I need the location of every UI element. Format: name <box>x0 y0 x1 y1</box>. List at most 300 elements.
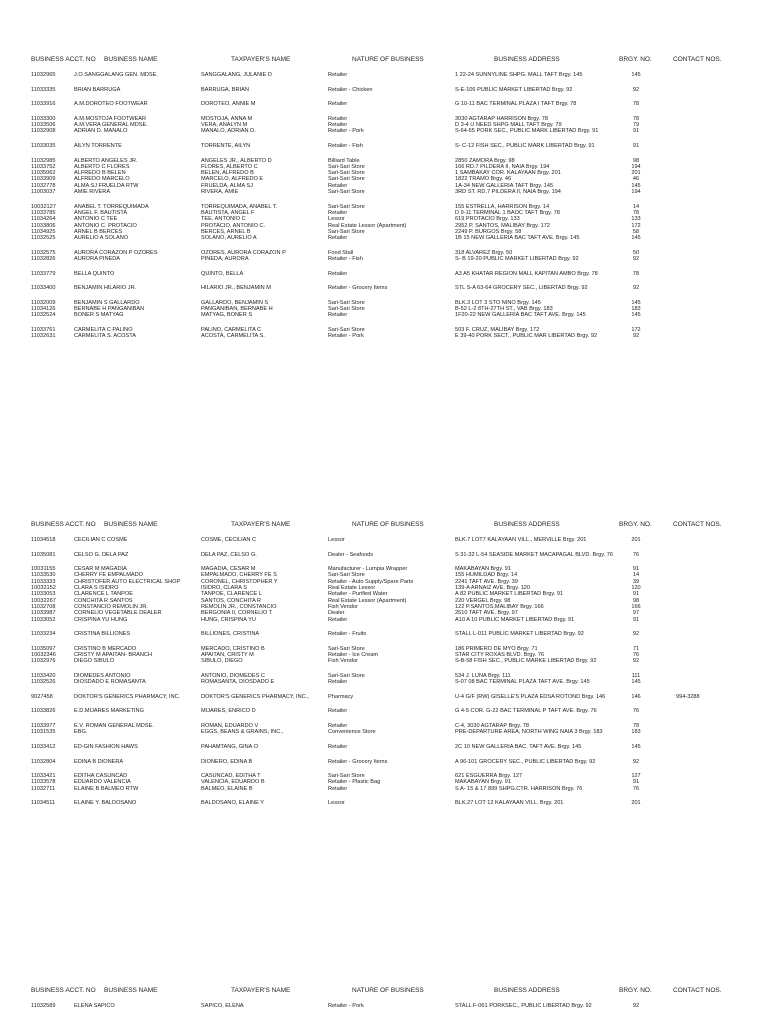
business-address: 155 ESTRELLA, HARRISON Brgy. 14 <box>455 203 550 210</box>
brgy-no: 127 <box>631 773 641 780</box>
taxpayer-name: CORONEL, CHRISTOPHER Y <box>201 578 278 585</box>
business-address: 3RD ST. RD.7 PILDERA II, NAIA Brgy. 194 <box>455 189 561 196</box>
taxpayer-name: SANTOS, CONCHITA R <box>201 597 262 604</box>
acct-no: 11032908 <box>31 128 56 135</box>
business-address: STAR CITY ROXAS BLVD. Brgy. 76 <box>455 652 545 659</box>
acct-no: 11033333 <box>31 578 56 585</box>
acct-no: 10031155 <box>31 566 56 573</box>
brgy-no: 71 <box>632 645 640 652</box>
acct-no: 9027458 <box>31 693 53 700</box>
business-name: EDINA B DIONERA <box>74 758 124 765</box>
brgy-no: 76 <box>632 785 640 792</box>
business-address: PRE-DEPARTURE AREA, NORTH WING NAIA 3 Brgy. 183 <box>455 729 603 736</box>
brgy-no: 78 <box>632 270 640 277</box>
brgy-no: 145 <box>631 312 641 319</box>
business-address: G 4-5 COR. G-22 BAC TERMINAL P TAFT AVE. Brgy. 76 <box>455 708 597 715</box>
business-name: BONER S MATYAG <box>74 312 124 319</box>
taxpayer-name: REMOLIN JR., CONSTANCIO <box>201 603 277 610</box>
business-address: D 9-11 TERMINAL 1 BAOC TAFT Brgy. 78 <box>455 209 560 216</box>
acct-no: 11033234 <box>31 631 56 638</box>
business-name: CELSO G. DELA PAZ <box>74 551 129 558</box>
nature-of-business: Retailer - Pork <box>328 128 364 135</box>
header-brgy: BRGY. NO. <box>619 56 652 63</box>
business-address: 2952 P. SANTOS, MALIBAY Brgy. 172 <box>455 222 550 229</box>
header-nature: NATURE OF BUSINESS <box>352 56 424 63</box>
brgy-no: 91 <box>632 566 640 573</box>
business-address: 1 22-24 SUNNYLINE SHPG. MALL TAFT Brgy. 145 <box>455 72 583 78</box>
business-address: 2241 TAFT AVE. Brgy. 39 <box>455 578 518 585</box>
business-name: BENJAMIN S GALLARDO <box>74 299 140 306</box>
column-header-row <box>0 521 768 537</box>
nature-of-business: Retailer - Ice Cream <box>328 652 379 659</box>
table-body <box>0 72 768 346</box>
acct-no: 11033761 <box>31 326 56 333</box>
business-address: S- C-12 FISH SEC., PUBLIC MARK LIBERTAD Brgy. 91 <box>455 142 595 149</box>
business-name: ANGEL F. BAUTISTA <box>74 209 128 216</box>
table-row <box>0 786 768 799</box>
nature-of-business: Sari-Sari Store <box>328 170 365 177</box>
business-name: CHERRY FE EMPALMADO <box>74 572 144 579</box>
business-address: 1F20-22 NEW GALLERIA BAC TAFT AVE. Brgy. 145 <box>455 312 586 319</box>
table-row <box>0 189 768 202</box>
nature-of-business: Retailer <box>328 708 348 715</box>
acct-no: 11032826 <box>31 256 56 263</box>
taxpayer-name: DOROTEO, ANNIE M <box>201 101 256 108</box>
nature-of-business: Sari-Sari Store <box>328 163 365 170</box>
taxpayer-name: MARCELO, ALFREDO E <box>201 176 264 183</box>
brgy-no: 97 <box>632 610 640 617</box>
business-name: J.O.SANGGALANG GEN. MDSE. <box>74 72 158 78</box>
taxpayer-name: COSME, CECILIAN C <box>201 537 257 543</box>
acct-no: 11034511 <box>31 800 56 807</box>
brgy-no: 76 <box>632 652 640 659</box>
taxpayer-name: ACOSTA, CARMELITA S. <box>201 333 265 340</box>
nature-of-business: Food Stall <box>328 249 354 256</box>
header-acct: BUSINESS ACCT. NO <box>31 56 96 63</box>
brgy-no: 145 <box>631 679 641 686</box>
nature-of-business: Billiard Table <box>328 157 360 164</box>
acct-no: 11032525 <box>31 235 56 242</box>
business-name: DIEGO SIBULO <box>74 658 115 665</box>
business-name: ALFREDO MARCELO <box>74 176 130 183</box>
taxpayer-name: TORRENTE, AILYN <box>201 142 251 149</box>
nature-of-business: Retailer <box>328 679 348 686</box>
nature-of-business: Sari-Sari Store <box>328 203 365 210</box>
taxpayer-name: FLORES, ALBERTO C <box>201 163 258 170</box>
brgy-no: 92 <box>632 285 640 292</box>
business-name: CRISPINA YU HUNG <box>74 616 128 623</box>
nature-of-business: Retailer - Fish <box>328 256 363 263</box>
table-row <box>0 658 768 671</box>
acct-no: 10032152 <box>31 585 56 592</box>
business-name: CRISTINA BILLIONES <box>74 631 131 638</box>
header-acct: BUSINESS ACCT. NO <box>31 987 96 994</box>
brgy-no: 133 <box>631 216 641 223</box>
taxpayer-name: BALMEO, ELAINE B <box>201 785 253 792</box>
table-row <box>0 537 768 550</box>
header-taxpayer: TAXPAYER'S NAME <box>231 521 291 528</box>
acct-no: 11033421 <box>31 773 56 780</box>
taxpayer-name: EMPALMADO, CHERRY FE S <box>201 572 277 579</box>
business-name: DOKTOR'S GENERICS PHARMACY, INC. <box>74 693 181 700</box>
brgy-no: 172 <box>631 326 641 333</box>
nature-of-business: Lessor <box>328 216 345 223</box>
nature-of-business: Sari-Sari Store <box>328 176 365 183</box>
nature-of-business: Manufacturer - Lumpia Wrapper <box>328 566 408 573</box>
nature-of-business: Lessor <box>328 537 345 543</box>
business-name: ED-GIN FASHION HAWS <box>74 743 138 750</box>
business-name: E.D.MIJARES MARKETING <box>74 708 144 715</box>
nature-of-business: Retailer - Grocery Items <box>328 758 388 765</box>
nature-of-business: Sari-Sari Store <box>328 299 365 306</box>
table-row <box>0 235 768 248</box>
business-name: CRISTINO B MERCADO <box>74 645 137 652</box>
taxpayer-name: TEE, ANTONIO C <box>201 216 246 223</box>
brgy-no: 183 <box>631 729 641 736</box>
nature-of-business: Retailer <box>328 616 348 623</box>
brgy-no: 166 <box>631 603 641 610</box>
acct-no: 11033530 <box>31 572 56 579</box>
nature-of-business: Fish Vendor <box>328 658 358 665</box>
nature-of-business: Pharmacy <box>328 693 354 700</box>
business-name: BERNABE H PANGANIBAN <box>74 306 145 313</box>
nature-of-business: Retailer <box>328 182 348 189</box>
header-business-name: BUSINESS NAME <box>104 987 158 994</box>
acct-no: 11033053 <box>31 591 56 598</box>
taxpayer-name: PANGANIBAN, BERNABE H <box>201 306 273 313</box>
nature-of-business: Sari-Sari Store <box>328 326 365 333</box>
business-name: CLARA S ISIDRO <box>74 585 119 592</box>
table-row <box>0 729 768 742</box>
business-name: A.M.MOSTOJA FOOTWEAR <box>74 115 146 122</box>
table-row <box>0 694 768 707</box>
acct-no: 11033506 <box>31 122 56 129</box>
acct-no: 11032575 <box>31 249 56 256</box>
nature-of-business: Sari-Sari Store <box>328 306 365 313</box>
business-name: AURORA CORAZON P OZORES <box>74 249 158 256</box>
header-contact: CONTACT NOS. <box>673 521 722 528</box>
business-name: BRIAN BARRUGA <box>74 86 121 93</box>
acct-no: 11032589 <box>31 1003 56 1009</box>
header-contact: CONTACT NOS. <box>673 987 722 994</box>
header-acct: BUSINESS ACCT. NO <box>31 521 96 528</box>
nature-of-business: Retailer <box>328 723 348 730</box>
brgy-no: 194 <box>631 189 641 196</box>
brgy-no: 91 <box>632 779 640 786</box>
brgy-no: 201 <box>631 800 641 807</box>
acct-no: 11032526 <box>31 679 56 686</box>
acct-no: 11032631 <box>31 333 56 340</box>
header-brgy: BRGY. NO. <box>619 521 652 528</box>
nature-of-business: Lessor <box>328 800 345 807</box>
nature-of-business: Retailer <box>328 115 348 122</box>
taxpayer-name: SIBULO, DIEGO <box>201 658 243 665</box>
acct-no: 11033826 <box>31 708 56 715</box>
taxpayer-name: MIJARES, ENRICO D <box>201 708 256 715</box>
taxpayer-name: PALINO, CARMELITA C <box>201 326 262 333</box>
brgy-no: 76 <box>632 708 640 715</box>
business-name: EBG. <box>74 729 88 736</box>
acct-no: 11033806 <box>31 222 56 229</box>
brgy-no: 120 <box>631 585 641 592</box>
nature-of-business: Retailer <box>328 312 348 319</box>
business-address: 3030 AGTARAP HARRISON Brgy. 78 <box>455 115 548 122</box>
business-address: STALL L-011 PUBLIC MARKET LIBERTAD Brgy. 92 <box>455 631 584 638</box>
brgy-no: 145 <box>631 235 641 242</box>
business-address: A3 A5 KHATAR REGION MALL KAPITAN AMBO Brgy. 78 <box>455 270 598 277</box>
taxpayer-name: PINEDA, AURORA <box>201 256 249 263</box>
taxpayer-name: RIVERA, AMIE <box>201 189 239 196</box>
nature-of-business: Retailer - Fruits <box>328 631 367 638</box>
header-business-name: BUSINESS NAME <box>104 521 158 528</box>
listing-section-1 <box>0 56 768 346</box>
nature-of-business: Sari-Sari Store <box>328 645 365 652</box>
brgy-no: 46 <box>632 176 640 183</box>
brgy-no: 194 <box>631 163 641 170</box>
table-row <box>0 333 768 346</box>
table-row <box>0 1003 768 1016</box>
nature-of-business: Real Estate Lessor (Apartment) <box>328 597 407 604</box>
business-address: S-64-65 PORK SEC., PUBLIC MARK LIBERTAD Brgy. 91 <box>455 128 599 135</box>
acct-no: 11034264 <box>31 216 56 223</box>
taxpayer-name: DELA PAZ, CELSO G. <box>201 551 257 558</box>
nature-of-business: Retailer - Fish <box>328 142 363 149</box>
business-address: BLK.7 LOT7 KALAYAAN VILL., MERVILLE Brgy. 201 <box>455 537 587 543</box>
nature-of-business: Sari-Sari Store <box>328 672 365 679</box>
header-taxpayer: TAXPAYER'S NAME <box>231 987 291 994</box>
table-row <box>0 759 768 772</box>
brgy-no: 91 <box>632 616 640 623</box>
brgy-no: 92 <box>632 256 640 263</box>
brgy-no: 92 <box>632 758 640 765</box>
nature-of-business: Real Estate Lessor <box>328 585 376 592</box>
table-row <box>0 87 768 100</box>
acct-no: 11033909 <box>31 176 56 183</box>
brgy-no: 92 <box>632 86 640 93</box>
nature-of-business: Retailer <box>328 235 348 242</box>
nature-of-business: Retailer <box>328 785 348 792</box>
brgy-no: 78 <box>632 115 640 122</box>
taxpayer-name: BERCES, ARNEL B <box>201 228 251 235</box>
acct-no: 11034126 <box>31 306 56 313</box>
brgy-no: 92 <box>632 631 640 638</box>
taxpayer-name: BILLIONES, CRISTINA <box>201 631 260 638</box>
business-name: DIOSDADO E ROMASANTA <box>74 679 146 686</box>
table-row <box>0 285 768 298</box>
acct-no: 11032708 <box>31 603 56 610</box>
business-address: 1 SAMBAKAY COR. KALAYAAN Brgy. 201 <box>455 170 561 177</box>
business-name: CORNELIO VEGETABLE DEALER <box>74 610 162 617</box>
business-address: S-E-106 PUBLIC MARKET LIBERTAD Brgy. 92 <box>455 86 573 93</box>
nature-of-business: Retailer <box>328 743 348 750</box>
acct-no: 11032965 <box>31 72 56 78</box>
taxpayer-name: DOKTOR'S GENERICS PHARMACY, INC., <box>201 693 309 700</box>
business-address: 2C 10 NEW GALLERIA BAC. TAFT AVE. Brgy. 145 <box>455 743 582 750</box>
nature-of-business: Retailer <box>328 209 348 216</box>
acct-no: 11033335 <box>31 86 56 93</box>
taxpayer-name: BERGONIA II, CORNELIO T <box>201 610 273 617</box>
header-address: BUSINESS ADDRESS <box>494 521 560 528</box>
business-name: ANTONIO C. PROTACIO <box>74 222 137 229</box>
business-name: AILYN TORRENTE <box>74 142 122 149</box>
brgy-no: 91 <box>632 128 640 135</box>
taxpayer-name: ROMAN, EDUARDO V <box>201 723 259 730</box>
taxpayer-name: ANTONIO, DIOMEDES C <box>201 672 265 679</box>
business-name: ALMA SJ FRUELDA RTW <box>74 182 139 189</box>
column-header-row <box>0 987 768 1003</box>
acct-no: 11033916 <box>31 101 56 108</box>
taxpayer-name: BARRUGA, BRIAN <box>201 86 249 93</box>
nature-of-business: Retailer - Purified Water <box>328 591 388 598</box>
taxpayer-name: BAUTISTA, ANGEL F <box>201 209 255 216</box>
business-address: G 10-11 BAC TERMINAL PLAZA I TAFT Brgy. 78 <box>455 101 577 108</box>
acct-no: 11034518 <box>31 537 56 543</box>
brgy-no: 172 <box>631 222 641 229</box>
business-name: CLARENCE L TANPOE <box>74 591 133 598</box>
brgy-no: 145 <box>631 72 641 78</box>
business-name: CARMELITA S. ACOSTA <box>74 333 136 340</box>
business-name: ALBERTO ANGELES JR. <box>74 157 138 164</box>
taxpayer-name: MATYAG, BONER S <box>201 312 253 319</box>
business-name: EDUARDO VALENCIA <box>74 779 131 786</box>
acct-no: 11032524 <box>31 312 56 319</box>
business-address: STALL F-061 PORKSEC., PUBLIC LIBERTAD Brgy. 92 <box>455 1003 592 1009</box>
business-name: DIOMEDES ANTONIO <box>74 672 131 679</box>
business-name: ELENA SAPICO <box>74 1003 115 1009</box>
business-address: 2610 TAFT AVE. Brgy. 97 <box>455 610 518 617</box>
brgy-no: 145 <box>631 182 641 189</box>
brgy-no: 14 <box>632 203 640 210</box>
table-row <box>0 617 768 630</box>
business-address: B-52 L-2 8TH-27TH ST., VAB Brgy. 183 <box>455 306 553 313</box>
brgy-no: 58 <box>632 228 640 235</box>
table-row <box>0 143 768 156</box>
nature-of-business: Sari-Sari Store <box>328 572 365 579</box>
listing-section-3 <box>0 987 768 1016</box>
business-name: E.V. ROMAN GENERAL MDSE. <box>74 723 154 730</box>
acct-no: 10032127 <box>31 203 56 210</box>
business-name: A.M.VERA GENERAL MDSE. <box>74 122 148 129</box>
business-address: 1822 TRAMO Brgy. 46 <box>455 176 512 183</box>
contact-no: 994-3288 <box>676 693 700 700</box>
table-row <box>0 256 768 269</box>
nature-of-business: Retailer - Grocery Items <box>328 285 388 292</box>
brgy-no: 183 <box>631 306 641 313</box>
acct-no: 11032711 <box>31 785 56 792</box>
header-business-name: BUSINESS NAME <box>104 56 158 63</box>
taxpayer-name: VALENCIA, EDUARDO B <box>201 779 265 786</box>
business-address: 621 ESGUERRA Brgy. 127 <box>455 773 523 780</box>
business-name: CESAR M MAGADIA <box>74 566 127 573</box>
business-address: 2249 P. BURGOS Brgy. 58 <box>455 228 522 235</box>
acct-no: 10032267 <box>31 597 56 604</box>
nature-of-business: Dealer - Seafoods <box>328 551 374 558</box>
acct-no: 11032804 <box>31 758 56 765</box>
acct-no: 11033420 <box>31 672 56 679</box>
acct-no: 11033785 <box>31 209 56 216</box>
brgy-no: 50 <box>632 249 640 256</box>
nature-of-business: Sari-Sari Store <box>328 773 365 780</box>
taxpayer-name: APAITAN, CRISTY M <box>201 652 254 659</box>
brgy-no: 145 <box>631 743 641 750</box>
nature-of-business: Retailer - Pork <box>328 333 364 340</box>
taxpayer-name: BALDOSANO, ELAINE Y <box>201 800 265 807</box>
business-address: 534 J. LUNA Brgy. 111 <box>455 672 511 679</box>
nature-of-business: Sari-Sari Store <box>328 189 365 196</box>
nature-of-business: Sari-Sari Store <box>328 228 365 235</box>
business-name: BELLA QUINTO <box>74 270 115 277</box>
table-row <box>0 312 768 325</box>
business-name: ALBERTO C FLORES <box>74 163 130 170</box>
brgy-no: 79 <box>632 122 640 129</box>
acct-no: 11032778 <box>31 182 56 189</box>
taxpayer-name: SOLANO, AURELIO A <box>201 235 257 242</box>
taxpayer-name: MOSTOJA, ANNA M <box>201 115 253 122</box>
taxpayer-name: ROMASANTA, DIOSDADO E <box>201 679 275 686</box>
taxpayer-name: HUNG, CRISPINA YU <box>201 616 256 623</box>
business-name: CRISTY M APAITAN- BRANCH <box>74 652 153 659</box>
taxpayer-name: SAPICO, ELENA <box>201 1003 244 1009</box>
header-nature: NATURE OF BUSINESS <box>352 987 424 994</box>
business-name: A.M.DOROTEO FOOTWEAR <box>74 101 148 108</box>
business-name: ANTONIO C TEE <box>74 216 118 223</box>
acct-no: 11032976 <box>31 658 56 665</box>
acct-no: 11034925 <box>31 228 56 235</box>
business-address: STL S-A 63-64 GROCERY SEC., LIBERTAD Brgy. 92 <box>455 285 588 292</box>
nature-of-business: Dealer <box>328 610 345 617</box>
business-name: ADRIAN D. MANALO <box>74 128 128 135</box>
acct-no: 11035081 <box>31 551 56 558</box>
business-address: S-B-58 FISH SEC., PUBLIC MARKE LIBERTAD Brgy. 92 <box>455 658 597 665</box>
nature-of-business: Retailer <box>328 72 348 78</box>
table-row <box>0 800 768 806</box>
header-brgy: BRGY. NO. <box>619 987 652 994</box>
business-address: S A- 15 & 17 899 SHPG.CTR. HARRISON Brgy. 76 <box>455 785 583 792</box>
taxpayer-name: HILARIO JR., BENJAMIN M <box>201 285 271 292</box>
table-row <box>0 552 768 565</box>
business-address: 166 RD.7 PILDERA II, NAIA Brgy. 194 <box>455 163 550 170</box>
acct-no: 11033052 <box>31 616 56 623</box>
business-name: CONCHITA R SANTOS <box>74 597 133 604</box>
table-row <box>0 744 768 757</box>
business-address: U-4 G/F (RW) GISELLE'S PLAZA EDSA ROTOND Brgy. 146 <box>455 693 606 700</box>
business-name: ELAINE B BALMEO RTW <box>74 785 139 792</box>
table-row <box>0 679 768 692</box>
taxpayer-name: MANALO, ADRIAN D. <box>201 128 256 135</box>
header-address: BUSINESS ADDRESS <box>494 56 560 63</box>
acct-no: 11032009 <box>31 299 56 306</box>
business-address: S- B 19-20 PUBLIC MARKET LIBERTAD Brgy. 92 <box>455 256 579 263</box>
business-address: 139-A ARNAIZ AVE. Brgy. 120 <box>455 585 531 592</box>
business-name: CECILIAN C COSME <box>74 537 128 543</box>
acct-no: 11033779 <box>31 270 56 277</box>
listing-section-2 <box>0 521 768 807</box>
brgy-no: 78 <box>632 209 640 216</box>
business-address: MAKABAYAN Brgy. 91 <box>455 779 511 786</box>
column-header-row <box>0 56 768 72</box>
taxpayer-name: EGGS, BEANS & GRAINS, INC., <box>201 729 284 736</box>
brgy-no: 92 <box>632 658 640 665</box>
nature-of-business: Retailer <box>328 101 348 108</box>
brgy-no: 98 <box>632 157 640 164</box>
table-body <box>0 537 768 807</box>
taxpayer-name: ISIDRO, CLARA S <box>201 585 248 592</box>
taxpayer-name: TANPOE, CLARENCE L <box>201 591 262 598</box>
taxpayer-name: VERA, ANALYN M <box>201 122 248 129</box>
header-contact: CONTACT NOS. <box>673 56 722 63</box>
acct-no: 11003037 <box>31 189 56 196</box>
nature-of-business: Retailer - Pork <box>328 1003 364 1009</box>
